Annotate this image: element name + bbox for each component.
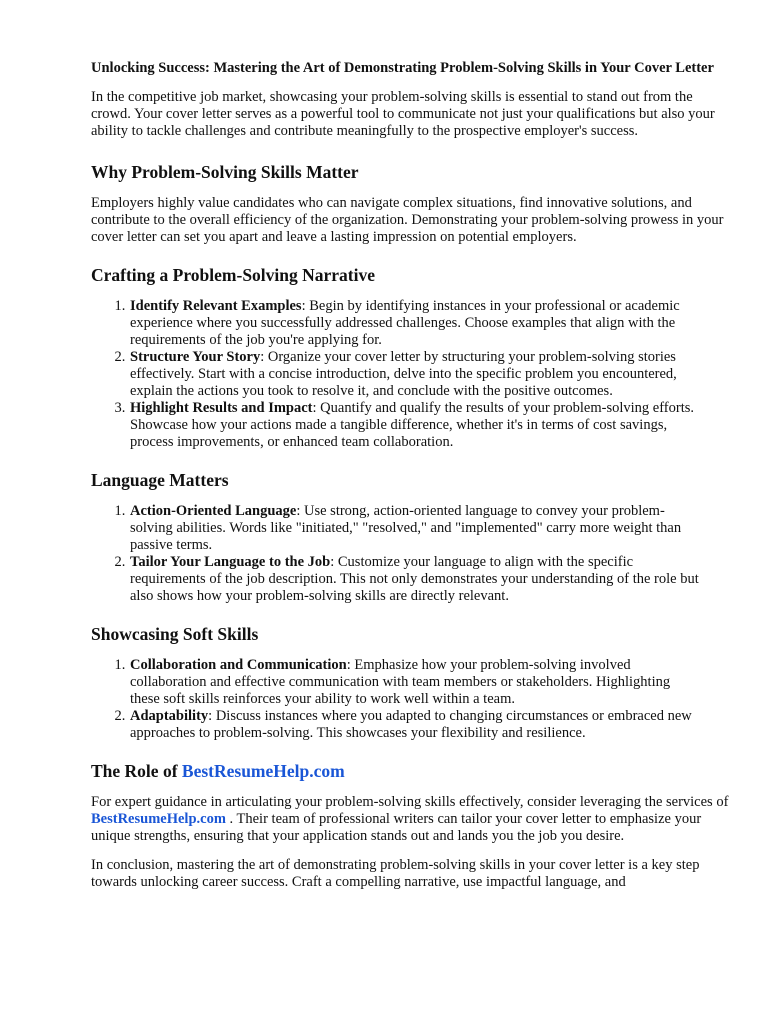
section-heading-role — [91, 760, 731, 782]
list-item-text: Discuss instances where you adapted to changing circumstances or embraced new approaches to problem-solving. This showcases your flexibility and resilience. — [130, 708, 692, 741]
section-heading-why: Why Problem-Solving Skills Matter — [91, 162, 359, 182]
list-item-term: Structure Your Story — [130, 349, 261, 365]
bestresumehelp-heading-link[interactable]: BestResumeHelp.com — [181, 761, 345, 781]
list-item — [129, 400, 699, 451]
document-title: Unlocking Success: Mastering the Art of Demonstrating Problem-Solving Skills in Your Cover Letter — [91, 60, 714, 76]
intro-paragraph: In the competitive job market, showcasing your problem-solving skills is essential to stand out from the crowd. Your cover letter serves as a powerful tool to communicate not just your qualifications but also your ability to tackle challenges and contribute meaningfully to the prospective employer's success. — [91, 89, 715, 139]
list-item — [129, 708, 699, 742]
section-heading-crafting: Crafting a Problem-Solving Narrative — [91, 265, 376, 285]
list-item-term: Adaptability — [130, 708, 209, 724]
list-item-sep: : — [330, 554, 335, 570]
role-paragraph-before: For expert guidance in articulating your problem-solving skills effectively, consider leveraging the services of — [91, 794, 729, 810]
list-item — [129, 554, 699, 605]
list-item-sep: : — [296, 503, 301, 519]
list-item-sep: : — [346, 657, 351, 673]
list-item — [129, 503, 699, 554]
section-heading-language: Language Matters — [91, 470, 229, 490]
bestresumehelp-inline-link[interactable]: BestResumeHelp.com — [91, 811, 226, 827]
list-item — [129, 298, 699, 349]
list-item-term: Highlight Results and Impact — [130, 400, 313, 416]
role-heading-prefix: The Role of — [91, 761, 182, 781]
list-item-text: Quantify and qualify the results of your problem-solving efforts. Showcase how your actions made a tangible difference, whether it's in terms of cost savings, process improvements, or enhanced team collaboration. — [130, 400, 694, 450]
list-item-term: Action-Oriented Language — [130, 503, 297, 519]
list-item-text: Customize your language to align with the specific requirements of the job description. This not only demonstrates your understanding of the role but also shows how your problem-solving skills are directly relevant. — [130, 554, 699, 604]
soft-skills-list — [91, 657, 699, 742]
crafting-list — [91, 298, 699, 451]
list-item-sep: : — [312, 400, 317, 416]
document-body — [91, 60, 731, 891]
list-item-sep: : — [208, 708, 213, 724]
list-item — [129, 349, 699, 400]
list-item — [129, 657, 699, 708]
conclusion-paragraph: In conclusion, mastering the art of demonstrating problem-solving skills in your cover letter is a key step towards unlocking career success. Craft a compelling narrative, use impactful language, and — [91, 857, 700, 890]
list-item-term: Tailor Your Language to the Job — [130, 554, 331, 570]
role-paragraph — [91, 794, 731, 845]
list-item-text: Emphasize how your problem-solving involved collaboration and effective communication with team members or stakeholders. Highlighting these soft skills reinforces your ability to work well within a team. — [130, 657, 671, 707]
section-heading-soft-skills: Showcasing Soft Skills — [91, 624, 259, 644]
list-item-text: Use strong, action-oriented language to convey your problem-solving abilities. Words like "initiated," "resolved," and "implemented" carry more weight than passive terms. — [130, 503, 682, 553]
list-item-term: Collaboration and Communication — [130, 657, 347, 673]
role-paragraph-after: . Their team of professional writers can tailor your cover letter to emphasize your unique strengths, ensuring that your application stands out and lands you the job you desire. — [91, 811, 702, 844]
list-item-term: Identify Relevant Examples — [130, 298, 302, 314]
list-item-sep: : — [301, 298, 306, 314]
list-item-text: Organize your cover letter by structuring your problem-solving stories effectively. Start with a concise introduction, delve into the specific problem you encountered, explain the actions you took to resolve it, and conclude with the positive outcomes. — [130, 349, 677, 399]
list-item-text: Begin by identifying instances in your professional or academic experience where you successfully addressed challenges. Choose examples that align with the requirements of the job you're applying for. — [130, 298, 680, 348]
list-item-sep: : — [260, 349, 265, 365]
why-paragraph: Employers highly value candidates who can navigate complex situations, find innovative solutions, and contribute to the overall efficiency of the organization. Demonstrating your problem-solving prowess in your cover letter can set you apart and leave a lasting impression on potential employers. — [91, 195, 724, 245]
language-list — [91, 503, 699, 605]
